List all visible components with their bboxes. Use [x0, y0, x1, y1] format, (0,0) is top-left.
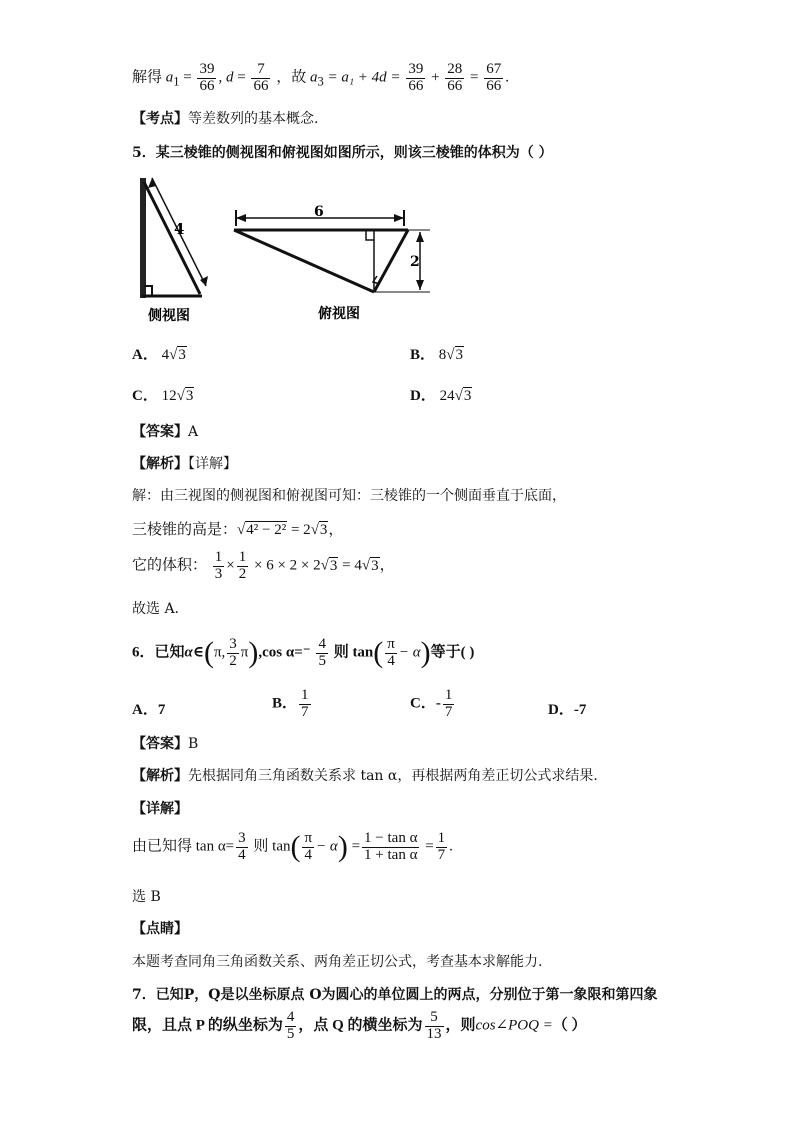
q5-stem: 5．某三棱锥的侧视图和俯视图如图所示，则该三棱锥的体积为（ ）: [132, 145, 553, 161]
top-caption: 俯视图: [318, 306, 360, 322]
a3-symbol: a: [309, 69, 318, 86]
q6-detail-line: 由已知得 tan α= $\frac{3}{4}$ 则 tan( $\frac{\pi}{4}$ − α) = $\frac{\text{1 − tan α}}{\text{1 + tan α}}$ = $\frac{1}{7}$ .: [132, 829, 453, 863]
width-label: 6: [314, 204, 324, 220]
q6-option-a: A．7: [132, 702, 166, 718]
q5-option-d: D． 24√3: [410, 388, 472, 404]
q6-stem: 6．已知α∈(π, $\frac{3}{2}$ π),cos α=⁻ $\frac{4}{5}$ 则 tan( $\frac{\pi}{4}$ − α)等于( ): [132, 635, 475, 669]
q5-option-a: A． 4√3: [132, 347, 186, 363]
q6-option-b: B． $\frac{1}{7}$: [272, 687, 309, 720]
q6-answer: 【答案】B: [132, 736, 199, 752]
d-fraction: $\frac{7}{66}$: [253, 61, 269, 94]
q5-line4: 故选 A.: [132, 601, 180, 617]
q5-analysis-header: 【解析】【详解】: [132, 456, 237, 472]
fraction-1: $\frac{39}{66}$: [408, 61, 424, 94]
q5-option-c: C． 12√3: [132, 388, 194, 404]
a1-symbol: a: [165, 69, 174, 86]
q6-analysis: 【解析】先根据同角三角函数关系求 tan α，再根据两角差正切公式求结果.: [132, 768, 598, 784]
q7-line1: 7．已知P，Q是以坐标原点 O为圆心的单位圆上的两点，分别位于第一象限和第四象: [132, 987, 658, 1003]
q7-line2: 限，且点 P 的纵坐标为 $\frac{4}{5}$ ，点 Q 的横坐标为 $\frac{5}{13}$ ，则cos∠POQ =（ ）: [132, 1009, 587, 1042]
kaodian-tag: 【考点】: [132, 111, 188, 127]
side-label: 4: [174, 220, 185, 238]
q6-option-d: D．-7: [548, 702, 587, 718]
prev-solution-line: 解得 $a_1$ = $\frac{39}{66}$ , d = $\frac{7}{66}$ ，故 $a_3 = a_1 + 4d$ = $\frac{39}{66}$ + $\frac{28}{66}$ = $\frac{67}{66}$ .: [132, 61, 509, 94]
kaodian-text: 等差数列的基本概念.: [188, 111, 319, 127]
height-label: 2: [410, 254, 420, 270]
q5-option-b: B． 8√3: [410, 347, 463, 363]
a3-expression: = a₁ + 4d =: [327, 69, 401, 86]
side-view: [140, 178, 208, 324]
solve-text: 解得: [132, 69, 163, 86]
fraction-2: $\frac{28}{66}$: [447, 61, 463, 94]
kaodian-line: [132, 108, 318, 128]
q6-select: 选 B: [132, 889, 161, 905]
q6-detail-tag: 【详解】: [132, 801, 188, 817]
so-text: ，故: [276, 69, 307, 86]
q5-line2: 三棱锥的高是：√4² − 2² = 2√3，: [132, 522, 344, 538]
q6-dianjing-text: 本题考查同角三角函数关系、两角差正切公式，考查基本求解能力.: [132, 954, 543, 970]
q6-option-c: C．- $\frac{1}{7}$: [410, 687, 453, 720]
fraction-3: $\frac{67}{66}$: [486, 61, 502, 94]
a1-fraction: $\frac{39}{66}$: [199, 61, 215, 94]
q6-dianjing-tag: 【点睛】: [132, 921, 188, 937]
q5-answer: 【答案】A: [132, 424, 199, 440]
side-caption: 侧视图: [148, 308, 190, 324]
q5-line3: 它的体积： $\frac{1}{3}$ × $\frac{1}{2}$ × 6 × 2 × 2√3 = 4√3，: [132, 549, 395, 582]
q5-line1: 解：由三视图的侧视图和俯视图可知：三棱锥的一个侧面垂直于底面，: [132, 488, 566, 504]
top-view: [230, 200, 440, 326]
